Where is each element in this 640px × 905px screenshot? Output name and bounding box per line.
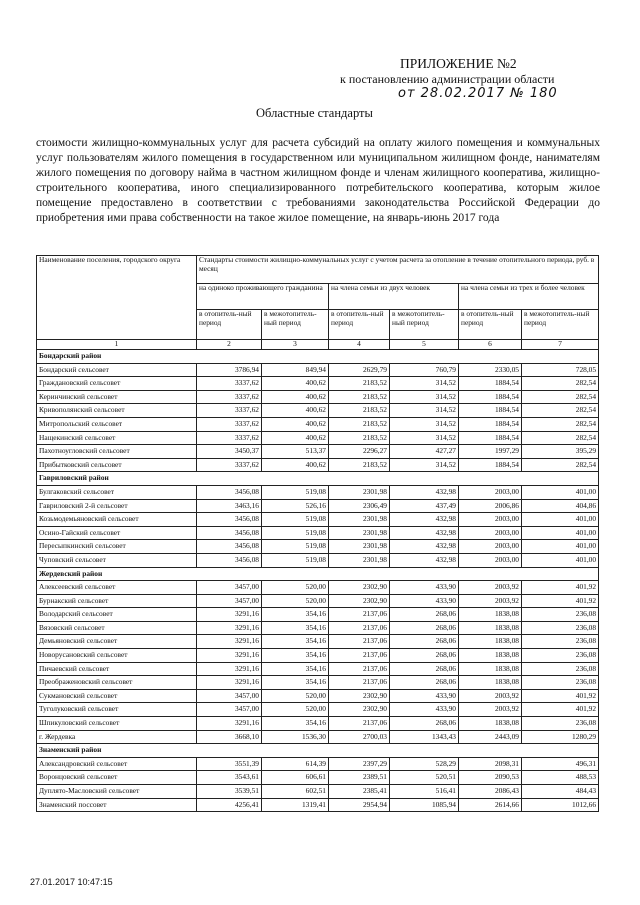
value-cell: 519,08 bbox=[262, 513, 329, 527]
value-cell: 3668,10 bbox=[197, 730, 262, 744]
settlement-name: Кривополянский сельсовет bbox=[37, 404, 197, 418]
table-row bbox=[37, 717, 599, 731]
value-cell: 3337,62 bbox=[197, 390, 262, 404]
value-cell: 2003,00 bbox=[459, 485, 522, 499]
table-row bbox=[37, 526, 599, 540]
value-cell: 2137,06 bbox=[329, 608, 390, 622]
value-cell: 1884,54 bbox=[459, 431, 522, 445]
value-cell: 314,52 bbox=[390, 377, 459, 391]
value-cell: 2183,52 bbox=[329, 458, 390, 472]
sub-header-interheating: в межотопитель-ный период bbox=[522, 310, 599, 340]
value-cell: 236,08 bbox=[522, 621, 599, 635]
table-row bbox=[37, 662, 599, 676]
value-cell: 3291,16 bbox=[197, 608, 262, 622]
value-cell: 1838,08 bbox=[459, 621, 522, 635]
value-cell: 3291,16 bbox=[197, 635, 262, 649]
value-cell: 2003,00 bbox=[459, 513, 522, 527]
value-cell: 2389,51 bbox=[329, 771, 390, 785]
sub-header-heating: в отопитель-ный период bbox=[459, 310, 522, 340]
value-cell: 2954,94 bbox=[329, 798, 390, 812]
value-cell: 528,29 bbox=[390, 757, 459, 771]
value-cell: 432,98 bbox=[390, 526, 459, 540]
value-cell: 401,92 bbox=[522, 689, 599, 703]
group-header-single: на одиноко проживающего гражданина bbox=[197, 284, 329, 310]
value-cell: 1343,43 bbox=[390, 730, 459, 744]
value-cell: 2302,90 bbox=[329, 594, 390, 608]
value-cell: 2629,79 bbox=[329, 363, 390, 377]
value-cell: 519,08 bbox=[262, 553, 329, 567]
table-row bbox=[37, 485, 599, 499]
district-name: Бондарский район bbox=[37, 350, 599, 364]
table-row bbox=[37, 513, 599, 527]
value-cell: 1884,54 bbox=[459, 390, 522, 404]
value-cell: 849,94 bbox=[262, 363, 329, 377]
value-cell: 314,52 bbox=[390, 404, 459, 418]
value-cell: 433,90 bbox=[390, 581, 459, 595]
value-cell: 401,00 bbox=[522, 553, 599, 567]
value-cell: 354,16 bbox=[262, 635, 329, 649]
settlement-name: Вязовский сельсовет bbox=[37, 621, 197, 635]
value-cell: 1838,08 bbox=[459, 676, 522, 690]
value-cell: 400,62 bbox=[262, 458, 329, 472]
decree-reference: к постановлению администрации области bbox=[340, 72, 555, 86]
table-row bbox=[37, 431, 599, 445]
value-cell: 1838,08 bbox=[459, 662, 522, 676]
value-cell: 268,06 bbox=[390, 717, 459, 731]
value-cell: 2137,06 bbox=[329, 662, 390, 676]
value-cell: 3457,00 bbox=[197, 703, 262, 717]
value-cell: 401,92 bbox=[522, 594, 599, 608]
value-cell: 3539,51 bbox=[197, 785, 262, 799]
table-row bbox=[37, 676, 599, 690]
column-number: 1 bbox=[37, 340, 197, 350]
value-cell: 3337,62 bbox=[197, 458, 262, 472]
table-row bbox=[37, 608, 599, 622]
value-cell: 520,00 bbox=[262, 581, 329, 595]
value-cell: 2137,06 bbox=[329, 717, 390, 731]
value-cell: 236,08 bbox=[522, 717, 599, 731]
value-cell: 400,62 bbox=[262, 404, 329, 418]
settlement-name: Прибытковский сельсовет bbox=[37, 458, 197, 472]
value-cell: 2003,92 bbox=[459, 703, 522, 717]
settlement-name: Пахотноугловский сельсовет bbox=[37, 445, 197, 459]
column-number: 6 bbox=[459, 340, 522, 350]
value-cell: 354,16 bbox=[262, 608, 329, 622]
value-cell: 268,06 bbox=[390, 649, 459, 663]
value-cell: 3291,16 bbox=[197, 662, 262, 676]
settlement-name: Пересыпкинский сельсовет bbox=[37, 540, 197, 554]
value-cell: 614,39 bbox=[262, 757, 329, 771]
value-cell: 236,08 bbox=[522, 676, 599, 690]
value-cell: 520,00 bbox=[262, 689, 329, 703]
settlement-name: Козьмодемьяновский сельсовет bbox=[37, 513, 197, 527]
value-cell: 400,62 bbox=[262, 377, 329, 391]
value-cell: 268,06 bbox=[390, 635, 459, 649]
standards-table bbox=[36, 255, 599, 812]
value-cell: 520,00 bbox=[262, 594, 329, 608]
value-cell: 519,08 bbox=[262, 485, 329, 499]
col-header-standards: Стандарты стоимости жилищно-коммунальных услуг с учетом расчета за отопление в течение отопительного периода, руб. в месяц bbox=[197, 256, 599, 284]
value-cell: 400,62 bbox=[262, 431, 329, 445]
value-cell: 2614,66 bbox=[459, 798, 522, 812]
value-cell: 2397,29 bbox=[329, 757, 390, 771]
table-row bbox=[37, 621, 599, 635]
value-cell: 1280,29 bbox=[522, 730, 599, 744]
settlement-name: г. Жердевка bbox=[37, 730, 197, 744]
value-cell: 519,08 bbox=[262, 526, 329, 540]
value-cell: 2137,06 bbox=[329, 676, 390, 690]
table-row bbox=[37, 417, 599, 431]
group-header-two: на члена семьи из двух человек bbox=[329, 284, 459, 310]
value-cell: 314,52 bbox=[390, 390, 459, 404]
value-cell: 2137,06 bbox=[329, 635, 390, 649]
value-cell: 400,62 bbox=[262, 417, 329, 431]
value-cell: 401,00 bbox=[522, 485, 599, 499]
value-cell: 1536,30 bbox=[262, 730, 329, 744]
table-row bbox=[37, 553, 599, 567]
value-cell: 3457,00 bbox=[197, 581, 262, 595]
value-cell: 2183,52 bbox=[329, 377, 390, 391]
value-cell: 1012,66 bbox=[522, 798, 599, 812]
table-row bbox=[37, 581, 599, 595]
value-cell: 520,00 bbox=[262, 703, 329, 717]
table-row bbox=[37, 689, 599, 703]
table-row bbox=[37, 404, 599, 418]
value-cell: 1884,54 bbox=[459, 458, 522, 472]
value-cell: 2003,00 bbox=[459, 553, 522, 567]
print-timestamp: 27.01.2017 10:47:15 bbox=[30, 877, 113, 887]
value-cell: 1319,41 bbox=[262, 798, 329, 812]
value-cell: 2301,98 bbox=[329, 540, 390, 554]
value-cell: 401,92 bbox=[522, 581, 599, 595]
value-cell: 1884,54 bbox=[459, 377, 522, 391]
value-cell: 496,31 bbox=[522, 757, 599, 771]
settlement-name: Дуплято-Масловский сельсовет bbox=[37, 785, 197, 799]
column-number: 7 bbox=[522, 340, 599, 350]
value-cell: 268,06 bbox=[390, 662, 459, 676]
table-row bbox=[37, 798, 599, 812]
value-cell: 2302,90 bbox=[329, 581, 390, 595]
table-row bbox=[37, 703, 599, 717]
value-cell: 354,16 bbox=[262, 662, 329, 676]
settlement-name: Преображеновский сельсовет bbox=[37, 676, 197, 690]
value-cell: 282,54 bbox=[522, 431, 599, 445]
value-cell: 3337,62 bbox=[197, 404, 262, 418]
value-cell: 3456,08 bbox=[197, 540, 262, 554]
value-cell: 2296,27 bbox=[329, 445, 390, 459]
document-title: Областные стандарты bbox=[256, 106, 373, 120]
value-cell: 236,08 bbox=[522, 635, 599, 649]
value-cell: 3463,16 bbox=[197, 499, 262, 513]
appendix-title: ПРИЛОЖЕНИЕ №2 bbox=[400, 56, 517, 71]
value-cell: 432,98 bbox=[390, 513, 459, 527]
value-cell: 1838,08 bbox=[459, 717, 522, 731]
column-number: 2 bbox=[197, 340, 262, 350]
settlement-name: Шпикуловский сельсовет bbox=[37, 717, 197, 731]
settlement-name: Митропольский сельсовет bbox=[37, 417, 197, 431]
value-cell: 437,49 bbox=[390, 499, 459, 513]
value-cell: 268,06 bbox=[390, 676, 459, 690]
value-cell: 2003,00 bbox=[459, 540, 522, 554]
sub-header-heating: в отопитель-ный период bbox=[197, 310, 262, 340]
sub-header-interheating: в межотопитель-ный период bbox=[262, 310, 329, 340]
value-cell: 602,51 bbox=[262, 785, 329, 799]
value-cell: 236,08 bbox=[522, 608, 599, 622]
table-body bbox=[37, 350, 599, 812]
table-row bbox=[37, 594, 599, 608]
table-row bbox=[37, 377, 599, 391]
value-cell: 1838,08 bbox=[459, 608, 522, 622]
value-cell: 3456,08 bbox=[197, 553, 262, 567]
district-row bbox=[37, 472, 599, 486]
settlement-name: Бурнакский сельсовет bbox=[37, 594, 197, 608]
table-row bbox=[37, 785, 599, 799]
settlement-name: Александровский сельсовет bbox=[37, 757, 197, 771]
value-cell: 3291,16 bbox=[197, 621, 262, 635]
value-cell: 236,08 bbox=[522, 662, 599, 676]
column-number: 5 bbox=[390, 340, 459, 350]
settlement-name: Граждановский сельсовет bbox=[37, 377, 197, 391]
value-cell: 282,54 bbox=[522, 377, 599, 391]
value-cell: 282,54 bbox=[522, 458, 599, 472]
value-cell: 2183,52 bbox=[329, 404, 390, 418]
value-cell: 513,37 bbox=[262, 445, 329, 459]
value-cell: 3456,08 bbox=[197, 513, 262, 527]
settlement-name: Керинчинский сельсовет bbox=[37, 390, 197, 404]
value-cell: 2183,52 bbox=[329, 390, 390, 404]
sub-header-interheating: в межотопитель-ный период bbox=[390, 310, 459, 340]
value-cell: 3291,16 bbox=[197, 717, 262, 731]
col-header-name: Наименование поселения, городского округа bbox=[37, 256, 197, 340]
settlement-name: Знаменский поссовет bbox=[37, 798, 197, 812]
value-cell: 484,43 bbox=[522, 785, 599, 799]
value-cell: 236,08 bbox=[522, 649, 599, 663]
value-cell: 2006,86 bbox=[459, 499, 522, 513]
table-row bbox=[37, 540, 599, 554]
value-cell: 314,52 bbox=[390, 458, 459, 472]
value-cell: 427,27 bbox=[390, 445, 459, 459]
value-cell: 432,98 bbox=[390, 485, 459, 499]
value-cell: 1085,94 bbox=[390, 798, 459, 812]
settlement-name: Чуповский сельсовет bbox=[37, 553, 197, 567]
value-cell: 2003,92 bbox=[459, 689, 522, 703]
settlement-name: Новорусановский сельсовет bbox=[37, 649, 197, 663]
value-cell: 2003,92 bbox=[459, 581, 522, 595]
value-cell: 401,00 bbox=[522, 513, 599, 527]
column-number: 4 bbox=[329, 340, 390, 350]
value-cell: 3457,00 bbox=[197, 594, 262, 608]
value-cell: 2302,90 bbox=[329, 689, 390, 703]
value-cell: 1838,08 bbox=[459, 635, 522, 649]
value-cell: 606,61 bbox=[262, 771, 329, 785]
value-cell: 401,00 bbox=[522, 540, 599, 554]
district-row bbox=[37, 567, 599, 581]
settlement-name: Гавриловский 2-й сельсовет bbox=[37, 499, 197, 513]
decree-date-number: от 28.02.2017 № 180 bbox=[398, 86, 558, 101]
value-cell: 2301,98 bbox=[329, 526, 390, 540]
value-cell: 354,16 bbox=[262, 717, 329, 731]
value-cell: 3291,16 bbox=[197, 676, 262, 690]
district-name: Знаменский район bbox=[37, 744, 599, 758]
value-cell: 516,41 bbox=[390, 785, 459, 799]
value-cell: 2700,03 bbox=[329, 730, 390, 744]
value-cell: 3551,39 bbox=[197, 757, 262, 771]
value-cell: 1884,54 bbox=[459, 404, 522, 418]
value-cell: 3786,94 bbox=[197, 363, 262, 377]
value-cell: 354,16 bbox=[262, 676, 329, 690]
value-cell: 3450,37 bbox=[197, 445, 262, 459]
district-name: Гавриловский район bbox=[37, 472, 599, 486]
value-cell: 3337,62 bbox=[197, 417, 262, 431]
table-row bbox=[37, 445, 599, 459]
table-row bbox=[37, 499, 599, 513]
value-cell: 2003,92 bbox=[459, 594, 522, 608]
value-cell: 4256,41 bbox=[197, 798, 262, 812]
table-row bbox=[37, 458, 599, 472]
table-row bbox=[37, 635, 599, 649]
value-cell: 2306,49 bbox=[329, 499, 390, 513]
value-cell: 2302,90 bbox=[329, 703, 390, 717]
settlement-name: Сукмановский сельсовет bbox=[37, 689, 197, 703]
value-cell: 3457,00 bbox=[197, 689, 262, 703]
settlement-name: Алексеевский сельсовет bbox=[37, 581, 197, 595]
settlement-name: Демьяновский сельсовет bbox=[37, 635, 197, 649]
value-cell: 2183,52 bbox=[329, 417, 390, 431]
value-cell: 282,54 bbox=[522, 404, 599, 418]
group-header-three: на члена семьи из трех и более человек bbox=[459, 284, 599, 310]
value-cell: 268,06 bbox=[390, 608, 459, 622]
column-number: 3 bbox=[262, 340, 329, 350]
value-cell: 401,00 bbox=[522, 526, 599, 540]
table-row bbox=[37, 363, 599, 377]
value-cell: 3456,08 bbox=[197, 526, 262, 540]
value-cell: 2330,05 bbox=[459, 363, 522, 377]
value-cell: 519,08 bbox=[262, 540, 329, 554]
value-cell: 728,05 bbox=[522, 363, 599, 377]
settlement-name: Нащекинский сельсовет bbox=[37, 431, 197, 445]
value-cell: 401,92 bbox=[522, 703, 599, 717]
value-cell: 282,54 bbox=[522, 390, 599, 404]
value-cell: 354,16 bbox=[262, 649, 329, 663]
value-cell: 488,53 bbox=[522, 771, 599, 785]
value-cell: 2137,06 bbox=[329, 621, 390, 635]
value-cell: 1884,54 bbox=[459, 417, 522, 431]
value-cell: 2137,06 bbox=[329, 649, 390, 663]
settlement-name: Туголуковский сельсовет bbox=[37, 703, 197, 717]
value-cell: 433,90 bbox=[390, 703, 459, 717]
settlement-name: Осино-Гайский сельсовет bbox=[37, 526, 197, 540]
settlement-name: Бондарский сельсовет bbox=[37, 363, 197, 377]
value-cell: 2301,98 bbox=[329, 553, 390, 567]
value-cell: 433,90 bbox=[390, 689, 459, 703]
value-cell: 314,52 bbox=[390, 417, 459, 431]
value-cell: 1997,29 bbox=[459, 445, 522, 459]
value-cell: 3543,61 bbox=[197, 771, 262, 785]
value-cell: 432,98 bbox=[390, 540, 459, 554]
settlement-name: Пичаевский сельсовет bbox=[37, 662, 197, 676]
value-cell: 3337,62 bbox=[197, 377, 262, 391]
value-cell: 2301,98 bbox=[329, 485, 390, 499]
value-cell: 2003,00 bbox=[459, 526, 522, 540]
value-cell: 3456,08 bbox=[197, 485, 262, 499]
settlement-name: Воронцовский сельсовет bbox=[37, 771, 197, 785]
table-row bbox=[37, 649, 599, 663]
value-cell: 3337,62 bbox=[197, 431, 262, 445]
table-row bbox=[37, 390, 599, 404]
value-cell: 2183,52 bbox=[329, 431, 390, 445]
settlement-name: Булгаковский сельсовет bbox=[37, 485, 197, 499]
value-cell: 760,79 bbox=[390, 363, 459, 377]
value-cell: 395,29 bbox=[522, 445, 599, 459]
value-cell: 282,54 bbox=[522, 417, 599, 431]
value-cell: 400,62 bbox=[262, 390, 329, 404]
sub-header-heating: в отопитель-ный период bbox=[329, 310, 390, 340]
value-cell: 2443,09 bbox=[459, 730, 522, 744]
value-cell: 354,16 bbox=[262, 621, 329, 635]
value-cell: 314,52 bbox=[390, 431, 459, 445]
district-name: Жердевский район bbox=[37, 567, 599, 581]
value-cell: 404,86 bbox=[522, 499, 599, 513]
value-cell: 2385,41 bbox=[329, 785, 390, 799]
table-row bbox=[37, 757, 599, 771]
value-cell: 268,06 bbox=[390, 621, 459, 635]
district-row bbox=[37, 350, 599, 364]
value-cell: 2098,31 bbox=[459, 757, 522, 771]
value-cell: 526,16 bbox=[262, 499, 329, 513]
value-cell: 1838,08 bbox=[459, 649, 522, 663]
value-cell: 520,51 bbox=[390, 771, 459, 785]
value-cell: 3291,16 bbox=[197, 649, 262, 663]
value-cell: 2086,43 bbox=[459, 785, 522, 799]
value-cell: 433,90 bbox=[390, 594, 459, 608]
value-cell: 432,98 bbox=[390, 553, 459, 567]
settlement-name: Володарский сельсовет bbox=[37, 608, 197, 622]
table-row bbox=[37, 771, 599, 785]
table-row bbox=[37, 730, 599, 744]
value-cell: 2090,53 bbox=[459, 771, 522, 785]
document-intro: стоимости жилищно-коммунальных услуг для расчета субсидий на оплату жилого помещения и коммунальных услуг пользователям жилого помещения в государственном или муниципальном жилищном фонде, нанимателям жилого помещения по договору найма в частном жилищном фонде и членам жилищного кооператива, жилищно-строительного кооператива, иного специализированного потребительского кооператива, которым жилое помещение предоставлено в соответствии с требованиями законодательства Российской Федерации до приобретения ими права собственности на такое жилое помещение, на январь-июнь 2017 года bbox=[36, 137, 600, 224]
district-row bbox=[37, 744, 599, 758]
value-cell: 2301,98 bbox=[329, 513, 390, 527]
